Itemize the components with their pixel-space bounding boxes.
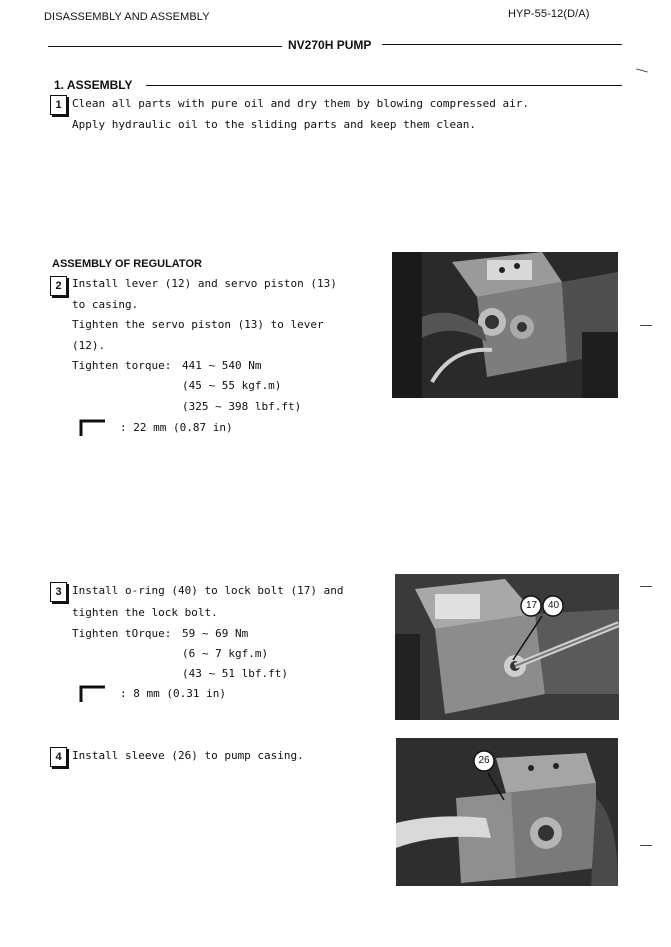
callout-40: 40	[547, 600, 560, 611]
step2-torque-lbf: (325 ~ 398 lbf.ft)	[182, 400, 302, 413]
step2-torque-label: Tighten torque:	[72, 359, 172, 372]
step3-torque-kgf: (6 ~ 7 kgf.m)	[182, 647, 269, 660]
hex-wrench-icon	[78, 418, 108, 438]
regulator-photo	[392, 252, 618, 398]
callout-26: 26	[478, 755, 490, 766]
step4-line1: Install sleeve (26) to pump casing.	[72, 749, 304, 762]
step2-tool-size: : 22 mm (0.87 in)	[120, 421, 233, 434]
step2-line1: Install lever (12) and servo piston (13)	[72, 277, 337, 290]
step3-torque-label: Tighten tOrque:	[72, 627, 172, 640]
step2-line3: Tighten the servo piston (13) to lever	[72, 318, 324, 331]
step3-torque-nm: 59 ~ 69 Nm	[182, 627, 249, 640]
callout-17: 17	[525, 600, 538, 611]
section-heading: 1. ASSEMBLY	[54, 78, 133, 92]
margin-mark	[640, 325, 652, 326]
step2-torque-kgf: (45 ~ 55 kgf.m)	[182, 379, 282, 392]
header-left: DISASSEMBLY AND ASSEMBLY	[44, 11, 210, 23]
step1-line2: Apply hydraulic oil to the sliding parts and keep them clean.	[72, 118, 476, 131]
step-number-box: 3	[50, 582, 67, 602]
step3-tool-size: : 8 mm (0.31 in)	[120, 687, 226, 700]
margin-mark	[640, 586, 652, 587]
hex-wrench-icon	[78, 684, 108, 704]
step3-line2: tighten the lock bolt.	[72, 606, 218, 619]
step-number-box: 2	[50, 276, 67, 296]
title-rule-left	[48, 46, 282, 47]
step2-line4: (12).	[72, 339, 106, 352]
step2-line2: to casing.	[72, 298, 139, 311]
step-number-box: 1	[50, 95, 67, 115]
lock-bolt-photo	[395, 574, 619, 720]
page-title: NV270H PUMP	[288, 38, 372, 52]
sleeve-photo	[396, 738, 618, 886]
step3-line1: Install o-ring (40) to lock bolt (17) and	[72, 584, 344, 597]
step3-torque-lbf: (43 ~ 51 lbf.ft)	[182, 667, 288, 680]
title-rule-right	[382, 44, 622, 45]
step-number-box: 4	[50, 747, 67, 767]
margin-mark	[640, 845, 652, 846]
step2-torque-nm: 441 ~ 540 Nm	[182, 359, 262, 372]
step1-line1: Clean all parts with pure oil and dry them by blowing compressed air.	[72, 97, 529, 110]
margin-mark	[636, 68, 648, 72]
section-rule	[146, 85, 622, 86]
regulator-heading: ASSEMBLY OF REGULATOR	[52, 258, 202, 270]
header-right: HYP-55-12(D/A)	[508, 8, 590, 20]
